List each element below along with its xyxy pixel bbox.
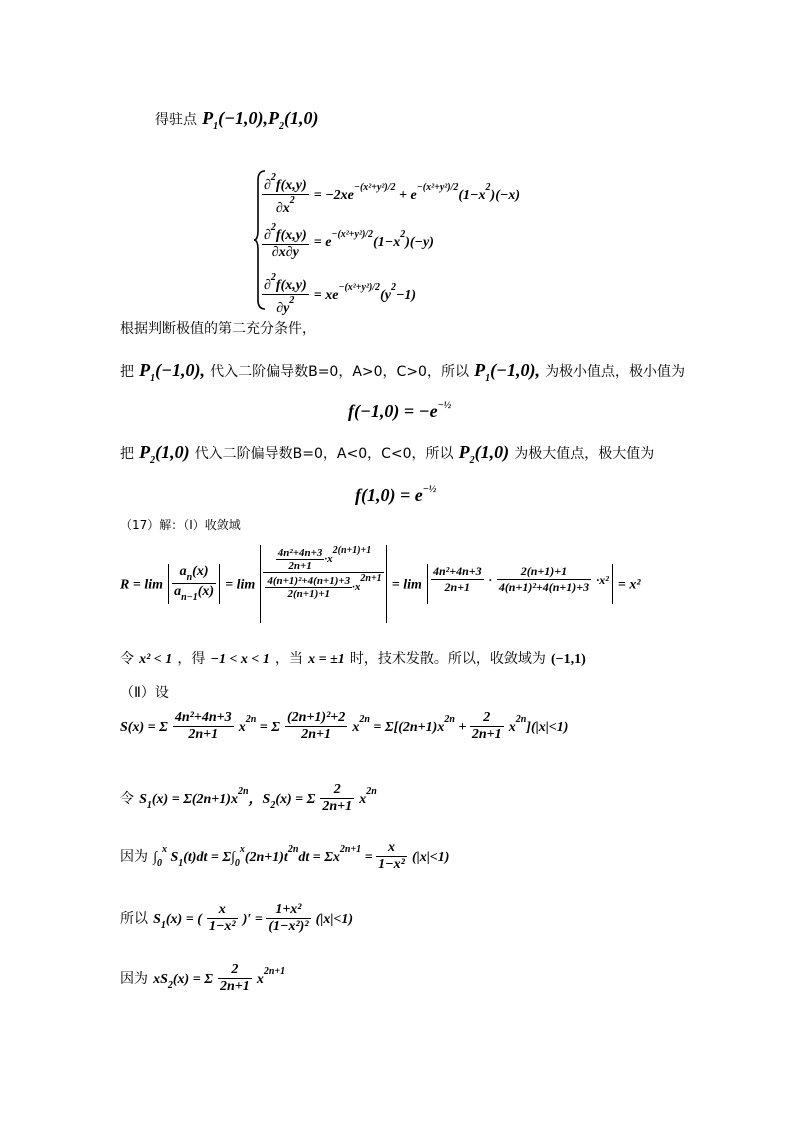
stationary-label: 得驻点 (155, 112, 197, 128)
s-definition: S(x) = Σ $\frac{\text{4n²+4n+3}}{2n+1}$ $x^{2n} = \Sigma$ $\frac{\text{(2n+1)²+2}}{2n+1}$ $x^{2n} = \Sigma[(2n+1)x^{2n}$ + $\frac{2}{2n+1}$ $x^{2n}](|x|<1)$ (120, 710, 569, 742)
conv-when: ，当 (275, 651, 304, 667)
conv-interval: (−1,1) (550, 652, 586, 667)
criterion-text: 根据判断极值的第二充分条件， (120, 321, 316, 337)
s1-result: 所以 $S_1(x)$ = ( $\frac{x}{\text{1−x²}}$ )′ = $\frac{\text{1+x²}}{\text{(1−x²)²}}$ (|x|<1) (120, 902, 354, 934)
conv-prefix: 令 (120, 651, 134, 667)
part2-heading: （Ⅱ）设 (120, 685, 169, 701)
xs2-series: 因为 $xS_2(x) = \Sigma$ $\frac{2}{2n+1}$ $x^{2n+1}$ (120, 962, 286, 994)
s1-s2-definition: 令 $S_1(x) = \Sigma(2n+1)x^{2n}$，$S_2(x) = \Sigma$ $\frac{2}{2n+1}$ $x^{2n}$ (120, 782, 377, 814)
convergence-line: 令 x² < 1 ，得 −1 < x < 1 ，当 x = ±1 时，技术发散。所以，收敛域为 (−1,1) (120, 651, 586, 667)
p1-prefix: 把 (120, 364, 134, 380)
p1-point-again: $P_1(-1,0)$, (474, 360, 540, 384)
p1-conditions: 代入二阶偏导数B=0，A>0，C>0，所以 (210, 364, 469, 380)
p1-line (120, 360, 685, 384)
stationary-points-formula: $P_1(-1,0),P_2(1,0)$ (202, 108, 319, 132)
conv-get: ，得 (177, 651, 206, 667)
p1-value: $f(-1,0) = -e^{-\frac{1}{2}}$ (348, 400, 452, 421)
fyy-equation: $\frac{\partial^2f(x,y)}{\partial y^2}$ = $xe^{-(x^2+y^2)/2}(y^2-1)$ (264, 272, 417, 316)
p1-point: $P_1(-1,0)$, (139, 360, 205, 384)
p2-conditions: 代入二阶偏导数B=0，A<0，C<0，所以 (194, 446, 454, 462)
p2-conclusion: 为极大值点，极大值为 (514, 446, 655, 462)
conv-diverge: 时，技术发散。所以，收敛域为 (349, 651, 546, 667)
stationary-points-line (155, 108, 319, 132)
p2-prefix: 把 (120, 446, 134, 462)
so-prefix: 所以 (120, 911, 148, 927)
p2-value: $f(1,0) = e^{-\frac{1}{2}}$ (355, 484, 437, 505)
fxy-equation: $\frac{\partial^2f(x,y)}{\partial x\partial y}$ = $e^{-(x^2+y^2)/2}(1-x^2)(-y)$ (264, 222, 434, 260)
s1-integral: 因为 $\int_0^x$ $S_1(t)dt = \Sigma\int_0^x(2n+1)t^{2n}dt = \Sigma x^{2n+1}$ = $\frac{x}{\text{1−x²}}$ (|x|<1) (120, 840, 450, 872)
p2-point-again: $P_2(1,0)$ (458, 442, 510, 466)
p1-conclusion: 为极小值点，极小值为 (545, 364, 686, 380)
because2-prefix: 因为 (120, 971, 148, 987)
radius-formula: R = lim $\frac{a_n(x)}{a_{n-1}(x)}$ = lim $\frac{\text{4n²+4n+3}}{2n+1}$ ·x2(n+1)+1 $\frac{\text{4(n+1)²+4(n+1)+3}}{2(n+1)+1}$ ·x2n+1 = lim $\frac{\text{4n²+4n+3}}{2n+1}$ · $\frac{2(n+1)+1}{\text{4(n+1)²+4(n+1)+3}}$ ·x² = x² (120, 545, 641, 623)
because-prefix: 因为 (120, 849, 148, 865)
p2-point: $P_2(1,0)$ (139, 442, 190, 466)
q17-heading: （17）解：（Ⅰ）收敛域 (120, 518, 241, 532)
p2-line (120, 442, 654, 466)
fxx-equation: $\frac{\partial^2f(x,y)}{\partial x^2}$ = $-2xe^{-(x^2+y^2)/2} + e^{-(x^2+y^2)/2}(1-x^2)(-x)$ (264, 172, 521, 216)
let-prefix: 令 (120, 791, 134, 807)
